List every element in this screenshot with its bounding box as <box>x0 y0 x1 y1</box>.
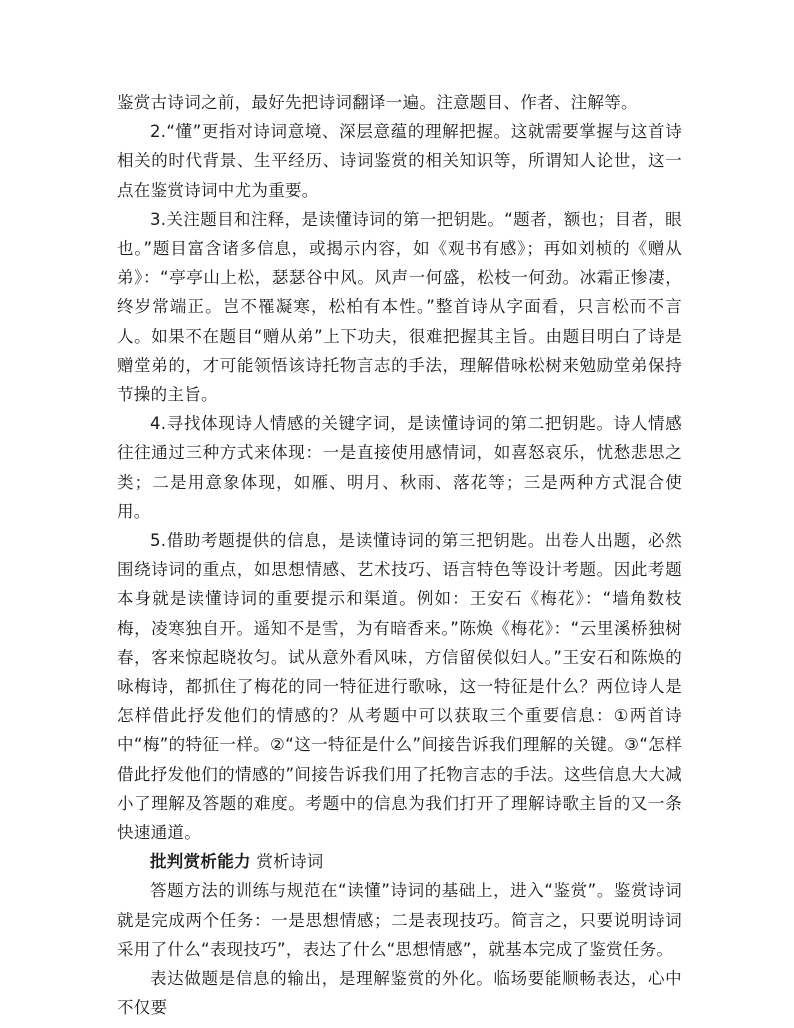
paragraph-point-5: 5.借助考题提供的信息，是读懂诗词的第三把钥匙。出卷人出题，必然围绕诗词的重点，如思想情感、艺术技巧、语言特色等设计考题。因此考题本身就是读懂诗词的重要提示和渠道。例如：王安石《梅花》：“墙角数枝梅，凌寒独自开。遥知不是雪，为有暗香来。”陈焕《梅花》：“云里溪桥独树春，客来惊起晓妆匀。试从意外看风味，方信留侯似妇人。”王安石和陈焕的咏梅诗，都抓住了梅花的同一特征进行歌咏，这一特征是什么？两位诗人是怎样借此抒发他们的情感的？从考题中可以获取三个重要信息：①两首诗中“梅”的特征一样。②“这一特征是什么”间接告诉我们理解的关键。③“怎样借此抒发他们的情感的”间接告诉我们用了托物言志的手法。这些信息大大减小了理解及答题的难度。考题中的信息为我们打开了理解诗歌主旨的又一条快速通道。 <box>117 531 682 843</box>
paragraph-point-4: 4.寻找体现诗人情感的关键字词，是读懂诗词的第二把钥匙。诗人情感往往通过三种方式来体现：一是直接使用感情词，如喜怒哀乐，忧愁悲思之类；二是用意象体现，如雁、明月、秋雨、落花等；三是两种方式混合使用。 <box>117 414 682 521</box>
paragraph-intro: 鉴赏古诗词之前，最好先把诗词翻译一遍。注意题目、作者、注解等。 <box>117 93 638 112</box>
section-heading <box>117 847 682 876</box>
section-heading-rest: 赏析诗词 <box>250 852 324 872</box>
paragraph-point-2: 2.“懂”更指对诗词意境、深层意蕴的理解把握。这就需要掌握与这首诗相关的时代背景、生平经历、诗词鉴赏的相关知识等，所谓知人论世，这一点在鉴赏诗词中尤为重要。 <box>117 122 682 200</box>
paragraph-expression: 表达做题是信息的输出，是理解鉴赏的外化。临场要能顺畅表达，心中不仅要 <box>117 969 682 1018</box>
section-heading-bold: 批判赏析能力 <box>150 852 251 872</box>
paragraph-answer-method: 答题方法的训练与规范在“读懂”诗词的基础上，进入“鉴赏”。鉴赏诗词就是完成两个任务：一是思想情感；二是表现技巧。简言之，只要说明诗词采用了什么“表现技巧”，表达了什么“思想情感”，就基本完成了鉴赏任务。 <box>117 881 682 959</box>
paragraph-point-3: 3.关注题目和注释，是读懂诗词的第一把钥匙。“题者，额也；目者，眼也。”题目富含诸多信息，或揭示内容，如《观书有感》；再如刘桢的《赠从弟》：“亭亭山上松，瑟瑟谷中风。风声一何盛，松枝一何劲。冰霜正惨凄，终岁常端正。岂不罹凝寒，松柏有本性。”整首诗从字面看，只言松而不言人。如果不在题目“赠从弟”上下功夫，很难把握其主旨。由题目明白了诗是赠堂弟的，才可能领悟该诗托物言志的手法，理解借咏松树来勉励堂弟保持节操的主旨。 <box>117 209 682 405</box>
